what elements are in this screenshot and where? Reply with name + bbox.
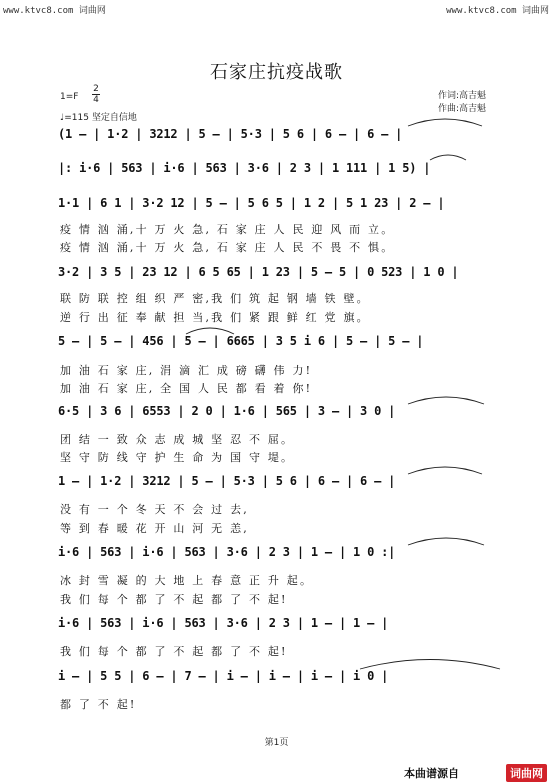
score-row: i·6 | 563 | i·6 | 563 | 3·6 | 2 3 | 1 – | 1 – |: [58, 616, 389, 630]
lyric-line: 疫 情 汹 涌,十 万 火 急, 石 家 庄 人 民 迎 风 而 立。: [60, 223, 395, 236]
score-row: (1 – | 1·2 | 3212 | 5 – | 5·3 | 5 6 | 6 – | 6 – |: [58, 127, 403, 141]
score-row: 1 – | 1·2 | 3212 | 5 – | 5·3 | 5 6 | 6 – | 6 – |: [58, 474, 396, 488]
score-row: i – | 5 5 | 6 – | 7 – | i – | i – | i – | i 0 |: [58, 669, 389, 683]
lyric-line: 坚 守 防 线 守 护 生 命 为 国 守 堤。: [60, 451, 295, 464]
watermark-left: www.ktvc8.com 词曲网: [3, 6, 106, 16]
lyric-line: 疫 情 汹 涌,十 万 火 急, 石 家 庄 人 民 不 畏 不 惧。: [60, 241, 395, 254]
lyric-line: 都 了 不 起!: [60, 698, 137, 711]
source-label: 本曲谱源自: [404, 767, 459, 780]
time-sig-bottom: 4: [93, 95, 99, 105]
tempo-marking: ♩=115 坚定自信地: [60, 113, 137, 123]
watermark-right: www.ktvc8.com 词曲网: [446, 6, 549, 16]
lyric-line: 加 油 石 家 庄, 涓 滴 汇 成 磅 礴 伟 力!: [60, 364, 313, 377]
lyric-line: 我 们 每 个 都 了 不 起 都 了 不 起!: [60, 593, 288, 606]
key-signature: 1=F: [60, 92, 79, 102]
slur-arc: [408, 119, 482, 126]
score-row: 1·1 | 6 1 | 3·2 12 | 5 – | 5 6 5 | 1 2 | 5 1 23 | 2 – |: [58, 196, 445, 210]
slur-arc: [186, 328, 234, 334]
brand-badge[interactable]: 词曲网: [506, 764, 547, 782]
time-sig-top: 2: [93, 84, 99, 94]
lyric-line: 加 油 石 家 庄, 全 国 人 民 都 看 着 你!: [60, 382, 313, 395]
score-row: 6·5 | 3 6 | 6553 | 2 0 | 1·6 | 565 | 3 – | 3 0 |: [58, 404, 396, 418]
score-row: |: i·6 | 563 | i·6 | 563 | 3·6 | 2 3 | 1 111 | 1 5) |: [58, 161, 431, 175]
slur-arc: [408, 397, 484, 404]
composer-credit: 作曲:高吉魁: [438, 104, 487, 114]
lyric-line: 联 防 联 控 组 织 严 密,我 们 筑 起 钢 墙 铁 壁。: [60, 292, 370, 305]
lyric-line: 逆 行 出 征 奉 献 担 当,我 们 紧 跟 鲜 红 党 旗。: [60, 311, 370, 324]
song-title: 石家庄抗疫战歌: [210, 62, 343, 83]
lyricist-credit: 作词:高吉魁: [438, 91, 487, 101]
lyric-line: 团 结 一 致 众 志 成 城 坚 忍 不 屈。: [60, 433, 295, 446]
score-row: 5 – | 5 – | 456 | 5 – | 6665 | 3 5 i 6 | 5 – | 5 – |: [58, 334, 424, 348]
slur-arc: [430, 155, 466, 160]
score-row: i·6 | 563 | i·6 | 563 | 3·6 | 2 3 | 1 – | 1 0 :|: [58, 545, 396, 559]
score-row: 3·2 | 3 5 | 23 12 | 6 5 65 | 1 23 | 5 – 5 | 0 523 | 1 0 |: [58, 265, 459, 279]
lyric-line: 没 有 一 个 冬 天 不 会 过 去,: [60, 503, 249, 516]
lyric-line: 等 到 春 暖 花 开 山 河 无 恙,: [60, 522, 249, 535]
lyric-line: 冰 封 雪 凝 的 大 地 上 春 意 正 升 起。: [60, 574, 314, 587]
slur-arc: [408, 467, 482, 474]
slur-arc: [360, 660, 500, 670]
lyric-line: 我 们 每 个 都 了 不 起 都 了 不 起!: [60, 645, 288, 658]
slur-arc: [408, 538, 484, 545]
page-number: 第1页: [264, 738, 289, 748]
